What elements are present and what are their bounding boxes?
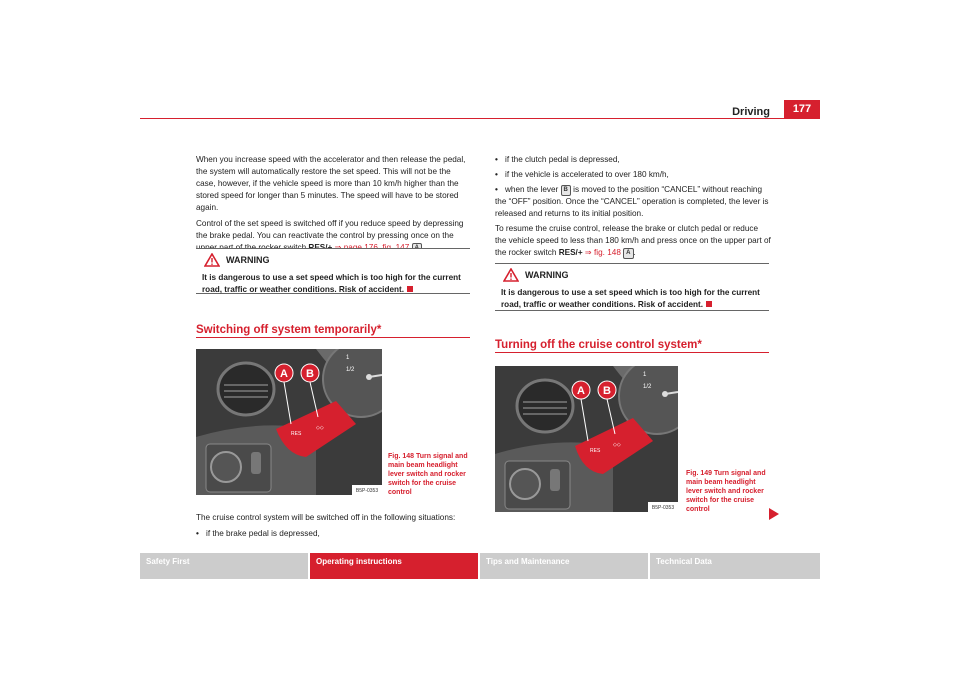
figure-link[interactable]: ⇒ fig. 148: [584, 248, 621, 257]
tab-operating-instructions[interactable]: Operating instructions: [310, 553, 478, 579]
section-rule: [196, 337, 470, 338]
warning-text: It is dangerous to use a set speed which is too high for the current road, traffic or weather conditions. Risk of accident.: [202, 273, 461, 294]
tab-technical-data[interactable]: Technical Data: [650, 553, 820, 579]
list-item: • if the clutch pedal is depressed,: [495, 155, 620, 164]
warning-heading: WARNING: [204, 253, 470, 267]
svg-text:◇◇: ◇◇: [316, 425, 324, 431]
warning-triangle-icon: [503, 268, 519, 282]
bullet-icon: •: [495, 185, 498, 194]
page-number: 177: [784, 100, 820, 118]
warning-triangle-icon: [204, 253, 220, 267]
label-a: A: [577, 385, 585, 397]
list-item: • if the brake pedal is depressed,: [196, 529, 320, 538]
list-item: • when the lever B is moved to the position “CANCEL” without reaching the “OFF” position. Once the “CANCEL” operation is completed, the lever is released and returns to its initial position.: [495, 185, 769, 218]
figure-149: [495, 366, 678, 512]
tab-tips-maintenance[interactable]: Tips and Maintenance: [480, 553, 648, 579]
header-rule: [140, 118, 820, 119]
list-item: • if the vehicle is accelerated to over 180 km/h,: [495, 170, 669, 179]
figure-code: B5P-0353: [355, 488, 379, 494]
warning-heading: WARNING: [503, 268, 769, 282]
figure-code: B5P-0353: [651, 505, 675, 511]
left-text-block: [196, 154, 472, 258]
switch-name: RES/+: [558, 248, 583, 257]
warning-box: [495, 263, 769, 311]
paragraph: Control of the set speed is switched off if you reduce speed by depressing the brake pedal. You can reactivate the control by pressing once on the: [196, 218, 472, 254]
figure-148: [196, 349, 382, 495]
end-marker-icon: [407, 286, 413, 292]
lever-switch-illustration: [495, 366, 678, 512]
right-text-block: [495, 154, 771, 263]
scale-label: 1/2: [346, 367, 355, 373]
section-heading: Switching off system temporarily*: [196, 324, 382, 336]
svg-text:RES: RES: [590, 448, 601, 454]
figure-caption: Fig. 148 Turn signal and main beam headlight lever switch and rocker switch for the cruise control: [388, 453, 468, 496]
warning-box: [196, 248, 470, 294]
left-text-block-2: [196, 512, 472, 543]
label-b: B: [603, 385, 611, 397]
scale-label: 1: [643, 372, 647, 378]
warning-text: It is dangerous to use a set speed which is too high for the current road, traffic or weather conditions. Risk of accident.: [501, 288, 760, 309]
scale-label: 1: [346, 355, 350, 361]
callout-ref: A: [623, 248, 633, 259]
svg-text:◇◇: ◇◇: [613, 442, 621, 448]
figure-caption: Fig. 149 Turn signal and main beam headlight lever switch and rocker switch for the cruise control: [686, 470, 766, 513]
bullet-icon: •: [495, 155, 498, 164]
section-rule: [495, 352, 769, 353]
next-page-arrow-icon[interactable]: [768, 507, 780, 525]
paragraph: When you increase speed with the accelerator and then release the pedal, the system will automatically restore the set speed. This will not be the case, however, if the vehicle speed is more than 10 km/h higher than the stored speed for longer than 5 minutes. The speed will have to be stored again.: [196, 155, 466, 212]
paragraph: To resume the cruise control, release the brake or clutch pedal or reduce the vehicle speed to less than 180 km/h and press once on the upper part of the rocker switch RES/+ ⇒ fig. 148 A .: [495, 224, 771, 257]
section-heading: Turning off the cruise control system*: [495, 339, 702, 351]
paragraph: The cruise control system will be switched off in the following situations:: [196, 513, 456, 522]
bullet-icon: •: [495, 170, 498, 179]
end-marker-icon: [706, 301, 712, 307]
label-a: A: [280, 368, 288, 380]
callout-ref: B: [561, 185, 571, 196]
tab-safety-first[interactable]: Safety First: [140, 553, 308, 579]
label-b: B: [306, 368, 314, 380]
lever-switch-illustration: [196, 349, 382, 495]
svg-text:RES: RES: [291, 431, 302, 437]
bullet-icon: •: [196, 529, 199, 538]
scale-label: 1/2: [643, 384, 652, 390]
chapter-title: Driving: [732, 106, 770, 118]
